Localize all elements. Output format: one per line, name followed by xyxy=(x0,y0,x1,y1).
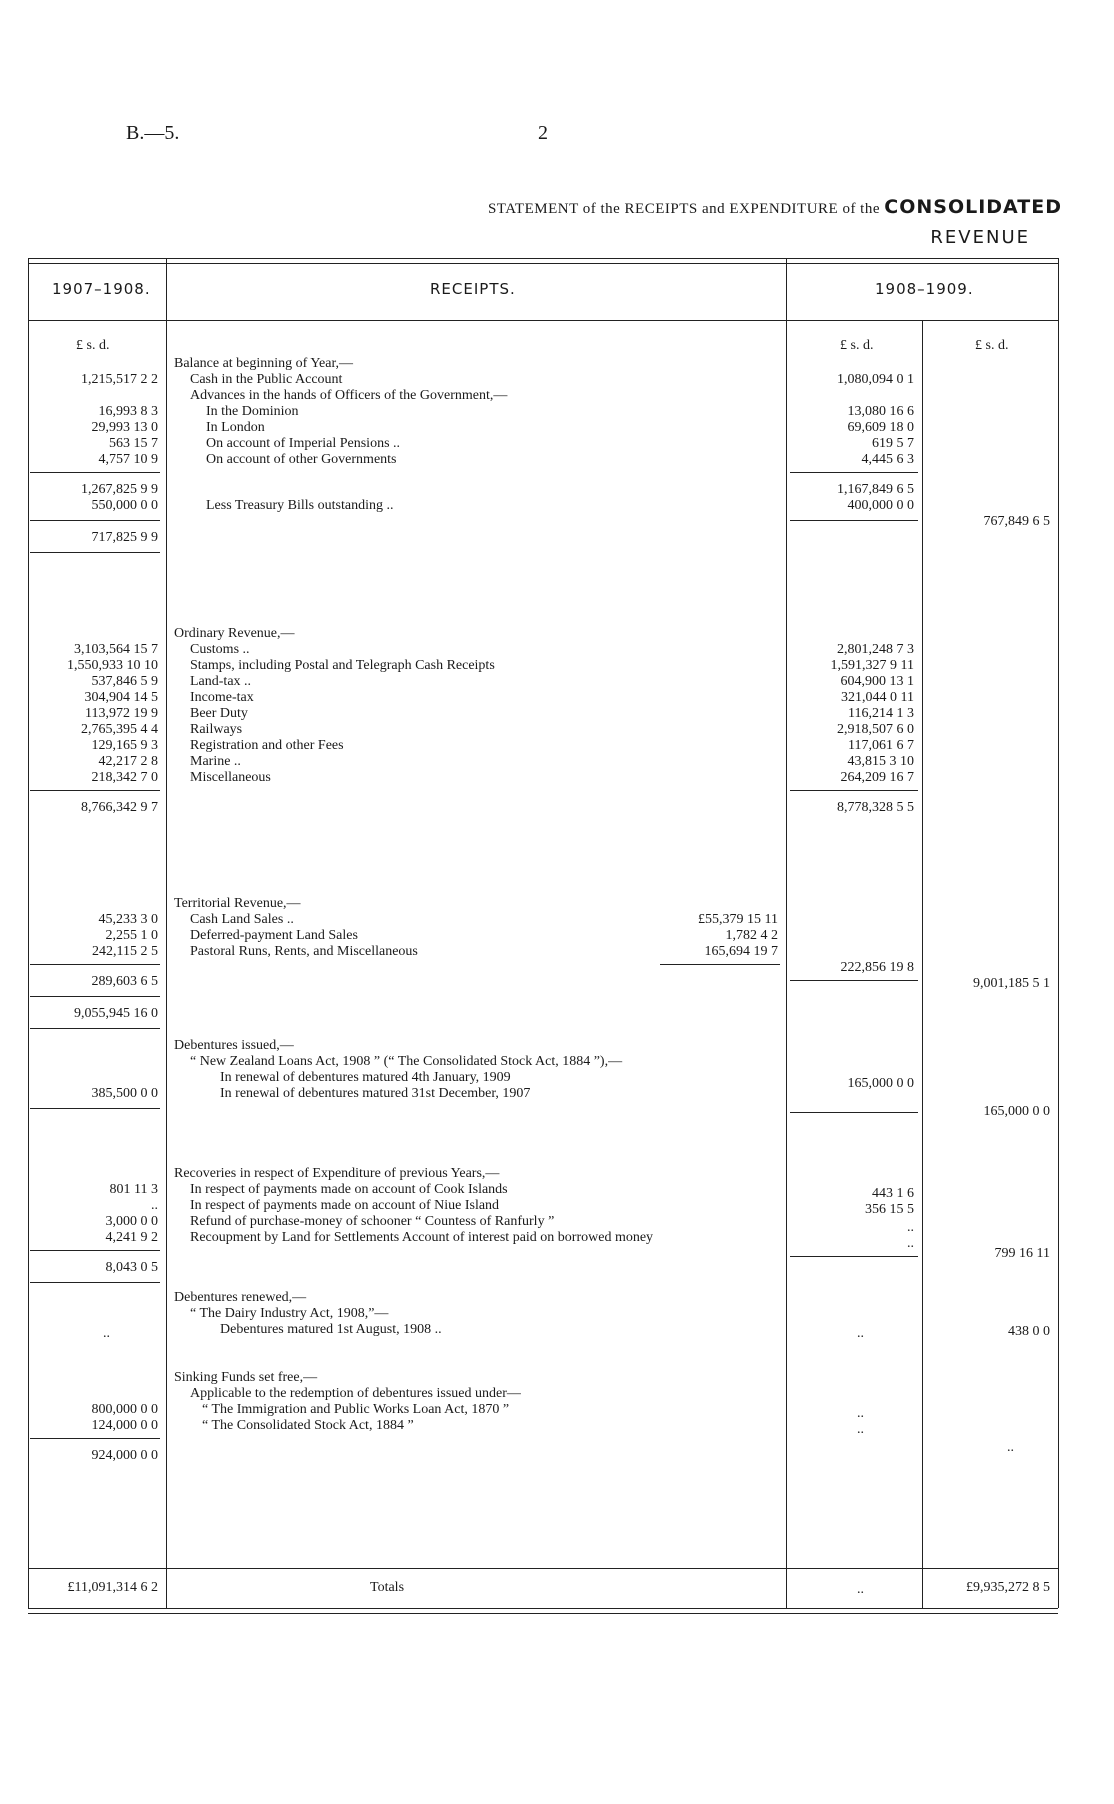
ord-left-7: 42,217 2 8 xyxy=(98,754,158,769)
ord-item-5: Railways xyxy=(190,722,243,737)
bal-left-3: 563 15 7 xyxy=(109,436,158,451)
rule xyxy=(30,996,160,997)
rule xyxy=(790,1112,918,1113)
balance-london: In London xyxy=(206,420,265,435)
balance-cash: Cash in the Public Account xyxy=(190,372,343,387)
rec-item-1: In respect of payments made on account of Niue Island xyxy=(190,1198,500,1213)
terr-left-0: 45,233 3 0 xyxy=(98,912,158,927)
ord-mid-1: 1,591,327 9 11 xyxy=(830,658,914,673)
rule xyxy=(30,1282,160,1283)
currency-left: £ s. d. xyxy=(76,338,110,353)
ord-left-2: 537,846 5 9 xyxy=(91,674,158,689)
rec-left-3: 4,241 9 2 xyxy=(105,1230,158,1245)
sink-item-1: “ The Consolidated Stock Act, 1884 ” xyxy=(202,1418,414,1433)
rec-right: 799 16 11 xyxy=(994,1246,1050,1261)
ren-left: .. xyxy=(103,1326,110,1341)
bal-left-0: 1,215,517 2 2 xyxy=(81,372,158,387)
ord-left-5: 2,765,395 4 4 xyxy=(81,722,158,737)
deb-act: “ New Zealand Loans Act, 1908 ” (“ The Consolidated Stock Act, 1884 ”),— xyxy=(190,1054,623,1069)
rec-item-2: Refund of purchase-money of schooner “ Countess of Ranfurly ” xyxy=(190,1214,555,1229)
rule xyxy=(790,980,918,981)
ord-item-7: Marine .. xyxy=(190,754,241,769)
bal-left-7: 717,825 9 9 xyxy=(91,530,158,545)
ren-line: Debentures matured 1st August, 1908 .. xyxy=(220,1322,442,1337)
totals-left: £11,091,314 6 2 xyxy=(67,1580,158,1595)
rule xyxy=(30,790,160,791)
territorial-heading: Territorial Revenue,— xyxy=(174,896,301,911)
terr-left-1: 2,255 1 0 xyxy=(105,928,158,943)
rule xyxy=(660,964,780,965)
rule xyxy=(30,1108,160,1109)
ord-mid-2: 604,900 13 1 xyxy=(840,674,914,689)
page-ref: B.—5. xyxy=(126,122,180,144)
terr-inner-0: £55,379 15 11 xyxy=(698,912,778,927)
ord-item-6: Registration and other Fees xyxy=(190,738,344,753)
bal-left-4: 4,757 10 9 xyxy=(98,452,158,467)
rule xyxy=(30,552,160,553)
col-header-1907: 1907–1908. xyxy=(52,280,151,298)
terr-item-0: Cash Land Sales .. xyxy=(190,912,294,927)
ord-item-0: Customs .. xyxy=(190,642,250,657)
ord-mid-0: 2,801,248 7 3 xyxy=(837,642,914,657)
rec-mid-0: 443 1 6 xyxy=(872,1186,914,1201)
ord-left-total: 8,766,342 9 7 xyxy=(81,800,158,815)
ren-right: 438 0 0 xyxy=(1008,1324,1050,1339)
sink-left-0: 800,000 0 0 xyxy=(91,1402,158,1417)
terr-item-2: Pastoral Runs, Rents, and Miscellaneous xyxy=(190,944,418,959)
bal-mid-3: 619 5 7 xyxy=(872,436,914,451)
ord-mid-5: 2,918,507 6 0 xyxy=(837,722,914,737)
rec-mid-3: .. xyxy=(907,1236,914,1251)
ord-item-4: Beer Duty xyxy=(190,706,248,721)
rec-left-total: 8,043 0 5 xyxy=(105,1260,158,1275)
rule xyxy=(790,472,918,473)
col-header-1908: 1908–1909. xyxy=(875,280,974,298)
header-rule xyxy=(28,320,1058,321)
col-header-receipts: RECEIPTS. xyxy=(430,280,516,298)
bal-mid-4: 4,445 6 3 xyxy=(861,452,914,467)
col-rule-1 xyxy=(166,258,167,1608)
deb-right: 165,000 0 0 xyxy=(983,1104,1050,1119)
totals-rule xyxy=(28,1568,1058,1569)
balance-heading: Balance at beginning of Year,— xyxy=(174,356,354,371)
terr-item-1: Deferred-payment Land Sales xyxy=(190,928,358,943)
bal-left-2: 29,993 13 0 xyxy=(91,420,158,435)
rec-left-0: 801 11 3 xyxy=(109,1182,158,1197)
col-rule-3 xyxy=(922,320,923,1608)
rec-left-1: .. xyxy=(151,1198,158,1213)
sink-mid-1: .. xyxy=(857,1422,864,1437)
statement-title xyxy=(488,196,1062,218)
balance-imperial: On account of Imperial Pensions .. xyxy=(206,436,401,451)
ord-item-1: Stamps, including Postal and Telegraph Cash Receipts xyxy=(190,658,495,673)
rec-item-0: In respect of payments made on account of Cook Islands xyxy=(190,1182,508,1197)
rule xyxy=(30,1438,160,1439)
bal-mid-1: 13,080 16 6 xyxy=(847,404,914,419)
bal-left-1: 16,993 8 3 xyxy=(98,404,158,419)
bal-mid-0: 1,080,094 0 1 xyxy=(837,372,914,387)
ord-mid-6: 117,061 6 7 xyxy=(848,738,914,753)
terr-mid-total: 222,856 19 8 xyxy=(840,960,914,975)
sink-left-1: 124,000 0 0 xyxy=(91,1418,158,1433)
sink-left-total: 924,000 0 0 xyxy=(91,1448,158,1463)
balance-other: On account of other Governments xyxy=(206,452,397,467)
col-rule-2 xyxy=(786,258,787,1608)
balance-advances: Advances in the hands of Officers of the Government,— xyxy=(190,388,508,403)
rule xyxy=(30,1250,160,1251)
sink-item-0: “ The Immigration and Public Works Loan Act, 1870 ” xyxy=(202,1402,510,1417)
deb-line1: In renewal of debentures matured 4th January, 1909 xyxy=(220,1070,511,1085)
grand-left: 9,055,945 16 0 xyxy=(74,1006,158,1021)
ord-left-3: 304,904 14 5 xyxy=(84,690,158,705)
ord-item-8: Miscellaneous xyxy=(190,770,271,785)
rule xyxy=(30,1028,160,1029)
ord-item-3: Income-tax xyxy=(190,690,254,705)
totals-mid: .. xyxy=(857,1582,864,1597)
totals-right: £9,935,272 8 5 xyxy=(966,1580,1050,1595)
ord-left-8: 218,342 7 0 xyxy=(91,770,158,785)
currency-right: £ s. d. xyxy=(975,338,1009,353)
currency-mid: £ s. d. xyxy=(840,338,874,353)
title-prefix: STATEMENT of the RECEIPTS and EXPENDITURE of the xyxy=(487,201,881,217)
terr-left-2: 242,115 2 5 xyxy=(92,944,158,959)
bal-left-5: 1,267,825 9 9 xyxy=(81,482,158,497)
table-left-rule xyxy=(28,258,29,1608)
ordinary-heading: Ordinary Revenue,— xyxy=(174,626,295,641)
rule xyxy=(790,790,918,791)
deb-mid: 165,000 0 0 xyxy=(847,1076,914,1091)
statement-subtitle: REVENUE xyxy=(930,227,1030,248)
sink-mid-0: .. xyxy=(857,1406,864,1421)
rule xyxy=(790,520,918,521)
rec-left-2: 3,000 0 0 xyxy=(105,1214,158,1229)
terr-inner-2: 165,694 19 7 xyxy=(704,944,778,959)
deb-left: 385,500 0 0 xyxy=(91,1086,158,1101)
ren-mid: .. xyxy=(857,1326,864,1341)
table-right-rule xyxy=(1058,258,1059,1608)
rec-item-3: Recoupment by Land for Settlements Account of interest paid on borrowed money xyxy=(190,1230,654,1245)
rule xyxy=(30,520,160,521)
ord-mid-8: 264,209 16 7 xyxy=(840,770,914,785)
balance-dominion: In the Dominion xyxy=(206,404,299,419)
deb-heading: Debentures issued,— xyxy=(174,1038,294,1053)
bal-mid-5: 1,167,849 6 5 xyxy=(837,482,914,497)
ord-mid-total: 8,778,328 5 5 xyxy=(837,800,914,815)
balance-less-bills: Less Treasury Bills outstanding .. xyxy=(206,498,394,513)
ord-left-0: 3,103,564 15 7 xyxy=(74,642,158,657)
totals-label: Totals xyxy=(370,1580,405,1595)
deb-line2: In renewal of debentures matured 31st December, 1907 xyxy=(220,1086,531,1101)
ord-mid-7: 43,815 3 10 xyxy=(847,754,914,769)
rec-heading: Recoveries in respect of Expenditure of previous Years,— xyxy=(174,1166,500,1181)
bal-mid-6: 400,000 0 0 xyxy=(847,498,914,513)
ord-left-1: 1,550,933 10 10 xyxy=(67,658,158,673)
rule xyxy=(790,1256,918,1257)
title-main: CONSOLIDATED xyxy=(884,196,1062,218)
bal-mid-2: 69,609 18 0 xyxy=(847,420,914,435)
terr-left-total: 289,603 6 5 xyxy=(91,974,158,989)
ord-mid-4: 116,214 1 3 xyxy=(848,706,914,721)
sink-heading: Sinking Funds set free,— xyxy=(174,1370,318,1385)
page-number: 2 xyxy=(538,122,548,144)
ord-left-6: 129,165 9 3 xyxy=(91,738,158,753)
sink-sub: Applicable to the redemption of debentures issued under— xyxy=(190,1386,521,1401)
ren-heading: Debentures renewed,— xyxy=(174,1290,307,1305)
terr-inner-1: 1,782 4 2 xyxy=(725,928,778,943)
ord-left-4: 113,972 19 9 xyxy=(85,706,158,721)
bal-left-6: 550,000 0 0 xyxy=(91,498,158,513)
rec-mid-1: 356 15 5 xyxy=(865,1202,914,1217)
table-bottom-rule xyxy=(28,1608,1058,1614)
table-top-rule xyxy=(28,258,1058,264)
rule xyxy=(30,472,160,473)
rule xyxy=(30,964,160,965)
terr-right-total: 9,001,185 5 1 xyxy=(973,976,1050,991)
ord-mid-3: 321,044 0 11 xyxy=(841,690,914,705)
ren-act: “ The Dairy Industry Act, 1908,”— xyxy=(190,1306,389,1321)
ord-item-2: Land-tax .. xyxy=(190,674,252,689)
rec-mid-2: .. xyxy=(907,1220,914,1235)
bal-right: 767,849 6 5 xyxy=(983,514,1050,529)
sink-right: .. xyxy=(1007,1440,1014,1455)
